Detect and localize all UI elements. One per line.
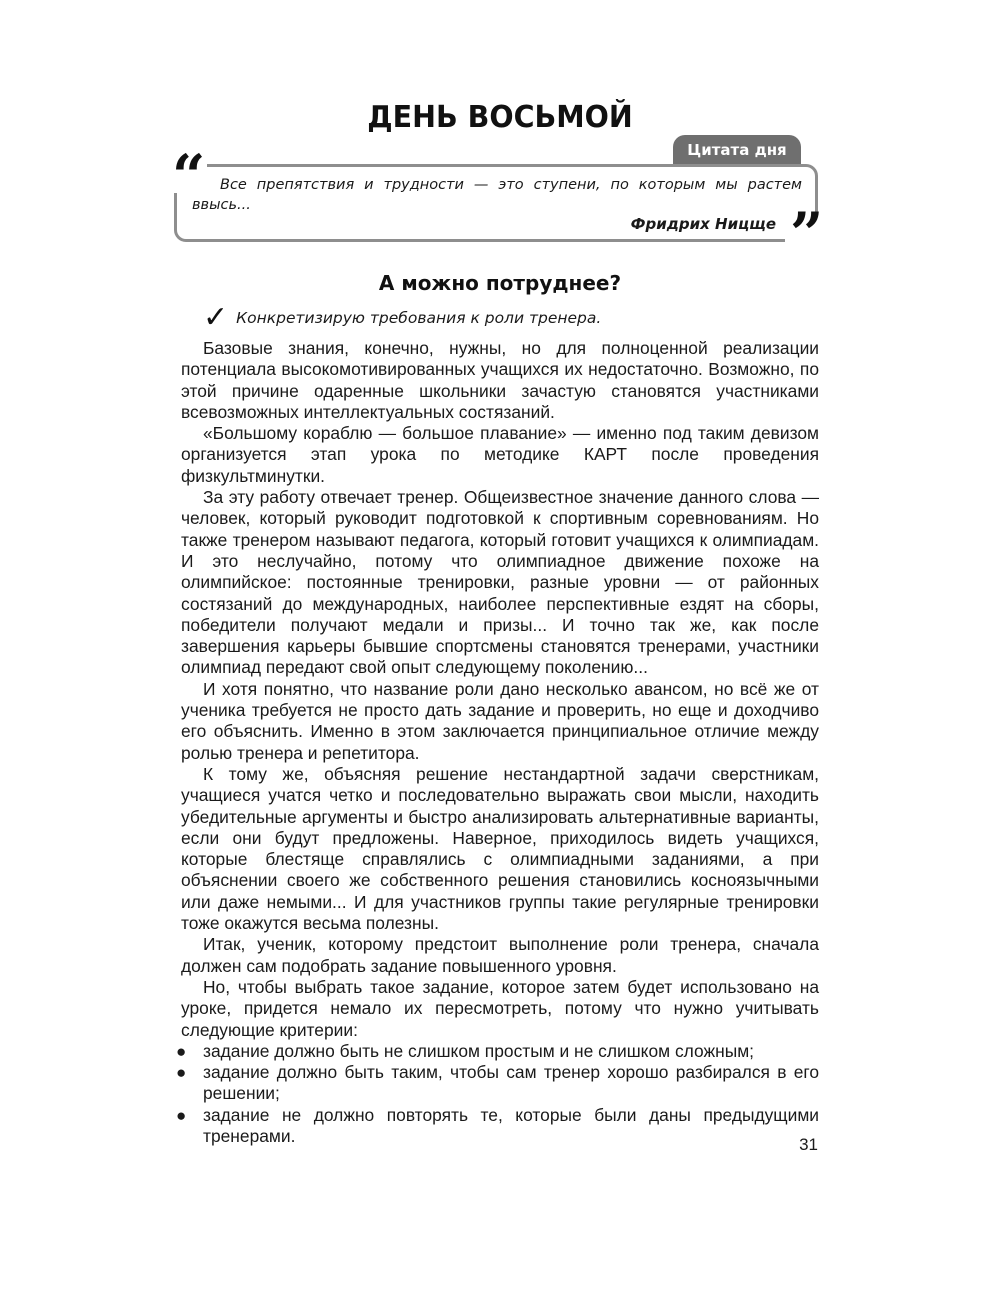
section-title: А можно потруднее? (378, 271, 622, 295)
day-title: ДЕНЬ ВОСЬМОЙ (367, 100, 633, 135)
bullet-icon: ● (176, 1105, 187, 1125)
checkmark-icon: ✓ (203, 300, 229, 335)
criteria-item (176, 1062, 819, 1105)
paragraph: За эту работу отвечает тренер. Общеизвестное значение данного слова — человек, который руководит подготовкой к спортивным соревнованиям. Но также тренером называют педагога, который готовит учащихся к олимпиадам. И это неслучайно, потому что олимпиадное движение похоже на олимпийское: постоянные тренировки, разные уровни — от районных состязаний до международных, наиболее перспективные ездят на сборы, победители получают медали и призы... И точно так же, как после завершения карьеры бывшие спортсмены становятся тренерами, участники олимпиад передают свой опыт следующему поколению... (181, 487, 819, 678)
criteria-text: задание должно быть таким, чтобы сам тренер хорошо разбирался в его решении; (203, 1062, 819, 1104)
criteria-item (176, 1104, 819, 1148)
bullet-icon: ● (176, 1063, 187, 1083)
page-number: 31 (799, 1135, 818, 1154)
objective-text: Конкретизирую требования к роли тренера. (236, 309, 602, 327)
paragraph: «Большому кораблю — большое плавание» — именно под таким девизом организуется этап урока по методике КАРТ после проведения физкультминутки. (181, 423, 819, 486)
open-quote-icon: “ (172, 142, 206, 210)
paragraph: И хотя понятно, что название роли дано несколько авансом, но всё же от ученика требуется не просто дать задание и проверить, но еще и доходчиво его объяснить. Именно в этом заключается принципиальное отличие между ролью тренера и репетитора. (181, 678, 819, 763)
lesson-objective (203, 300, 602, 335)
criteria-item (176, 1040, 819, 1062)
quote-of-the-day-tab: Цитата дня (673, 135, 801, 165)
paragraph: Но, чтобы выбрать такое задание, которое затем будет использовано на уроке, придется немало их пересмотреть, потому что нужно учитывать следующие критерии: (181, 976, 819, 1040)
paragraph: Базовые знания, конечно, нужны, но для полноценной реализации потенциала высокомотивированных учащихся их недостаточно. Возможно, по этой причине одаренные школьники зачастую становятся участниками всевозможных интеллектуальных состязаний. (181, 338, 819, 422)
bullet-icon: ● (176, 1041, 187, 1061)
body-text (176, 338, 819, 1147)
quote-author: Фридрих Ницще (630, 215, 776, 233)
criteria-list (176, 1040, 819, 1147)
criteria-text: задание должно быть не слишком простым и не слишком сложным; (203, 1040, 754, 1061)
quote-text: Все препятствия и трудности — это ступени, по которым мы растем ввысь... (192, 177, 802, 213)
paragraph: Итак, ученик, которому предстоит выполнение роли тренера, сначала должен сам подобрать задание повышенного уровня. (181, 934, 819, 976)
close-quote-icon: ” (790, 200, 824, 268)
criteria-text: задание не должно повторять те, которые были даны предыдущими тренерами. (203, 1104, 819, 1146)
paragraph: К тому же, объясняя решение нестандартной задачи сверстникам, учащиеся учатся четко и последовательно выражать свои мысли, находить убедительные аргументы и быстро анализировать альтернативные варианты, если они будут предложены. Наверное, приходилось видеть учащихся, которые блестяще справлялись с олимпиадными заданиями, а при объяснении своего же собственного решения становились косноязычными или даже немыми... И для участников группы такие регулярные тренировки тоже окажутся весьма полезны. (181, 763, 819, 934)
